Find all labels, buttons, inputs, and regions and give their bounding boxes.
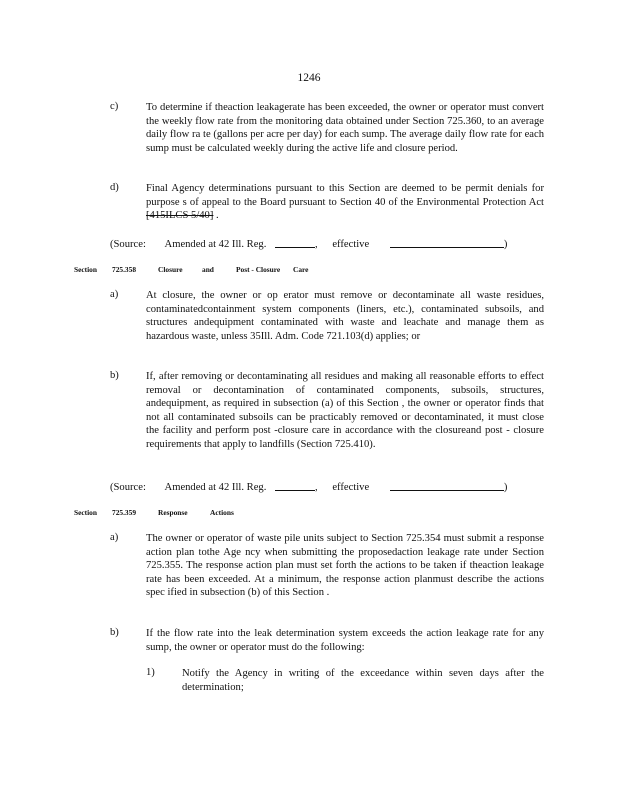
source-effective: effective bbox=[332, 482, 370, 493]
item-label: b) bbox=[110, 627, 119, 638]
item-label: b) bbox=[110, 370, 119, 381]
item-text: If, after removing or decontaminating all residues and making all reasonable efforts to effect removal or decontamination of contaminated components, subsoils, structures, andequipment, as required in subsection (a) of this Section , the owner or operator finds that not all contaminated subsoils can be practicably removed or decontaminated, it must close the facility and perform post -closure care in accordance with the closureand post - closure requirements that apply to landfills (Section 725.410). bbox=[146, 371, 544, 450]
blank-line bbox=[390, 480, 504, 491]
section-title-part: Actions bbox=[210, 508, 234, 517]
section-number: 725.358 bbox=[112, 265, 137, 274]
source-close: ) bbox=[503, 239, 508, 250]
blank-line bbox=[275, 480, 315, 491]
section-title-part: Response bbox=[158, 508, 188, 517]
item-text: If the flow rate into the leak determination system exceeds the action leakage rate for any sump, the owner or operator must do the following: bbox=[146, 628, 544, 653]
source-note bbox=[110, 480, 550, 493]
source-note bbox=[110, 237, 550, 250]
blank-line bbox=[275, 237, 315, 248]
source-effective: effective bbox=[332, 239, 370, 250]
item-text-end: . bbox=[213, 210, 219, 222]
item-label: c) bbox=[110, 101, 119, 112]
source-comma: , bbox=[315, 482, 318, 493]
section-number: 725.359 bbox=[112, 508, 137, 517]
item-text: Notify the Agency in writing of the exceedance within seven days after the determination; bbox=[182, 668, 544, 693]
source-amended: Amended at 42 Ill. Reg. bbox=[164, 239, 267, 250]
item-text bbox=[146, 182, 544, 223]
section-title-part: and bbox=[202, 265, 214, 274]
source-amended: Amended at 42 Ill. Reg. bbox=[164, 482, 267, 493]
item-label: d) bbox=[110, 182, 119, 193]
item-label: a) bbox=[110, 532, 119, 543]
section-title-part: Care bbox=[293, 265, 309, 274]
source-comma: , bbox=[315, 239, 318, 250]
item-text: To determine if theaction leakagerate has been exceeded, the owner or operator must convert the weekly flow rate from the monitoring data obtained under Section 725.360, to an average daily flow ra te (gallons per acre per day) for each sump. The average daily flow rate for each sump must be calculated weekly during the active life and closure period. bbox=[146, 102, 544, 154]
section-title-part: Post - Closure bbox=[236, 265, 281, 274]
section-word: Section bbox=[74, 265, 97, 274]
page-number: 1246 bbox=[297, 72, 321, 84]
source-prefix: (Source: bbox=[110, 239, 146, 250]
source-close: ) bbox=[503, 482, 508, 493]
item-text: The owner or operator of waste pile units subject to Section 725.354 must submit a response action plan tothe Age ncy when submitting the proposedaction leakage rate under Section 725.355. The response action plan must set forth the actions to be taken if theaction leakage rate has been exceeded. At a minimum, the response action planmust describe the actions spec ified in subsection (b) of this Section . bbox=[146, 533, 544, 599]
blank-line bbox=[390, 237, 504, 248]
item-text-main: Final Agency determinations pursuant to this Section are deemed to be permit denials for purpose s of appeal to the Board pursuant to Section 40 of the Environmental Protection Act bbox=[146, 183, 544, 208]
struck-citation: [415ILCS 5/40] bbox=[146, 210, 214, 222]
item-label: a) bbox=[110, 289, 119, 300]
section-word: Section bbox=[74, 508, 97, 517]
source-prefix: (Source: bbox=[110, 482, 146, 493]
item-label: 1) bbox=[146, 667, 155, 678]
section-title-part: Closure bbox=[158, 265, 183, 274]
item-text: At closure, the owner or op erator must remove or decontaminate all waste residues, contaminatedcontainment system components (liners, etc.), contaminated subsoils, and structures andequipment contaminated with waste and leachate and manage them as hazardous waste, unless 35Ill. Adm. Code 721.103(d) applies; or bbox=[146, 290, 544, 342]
